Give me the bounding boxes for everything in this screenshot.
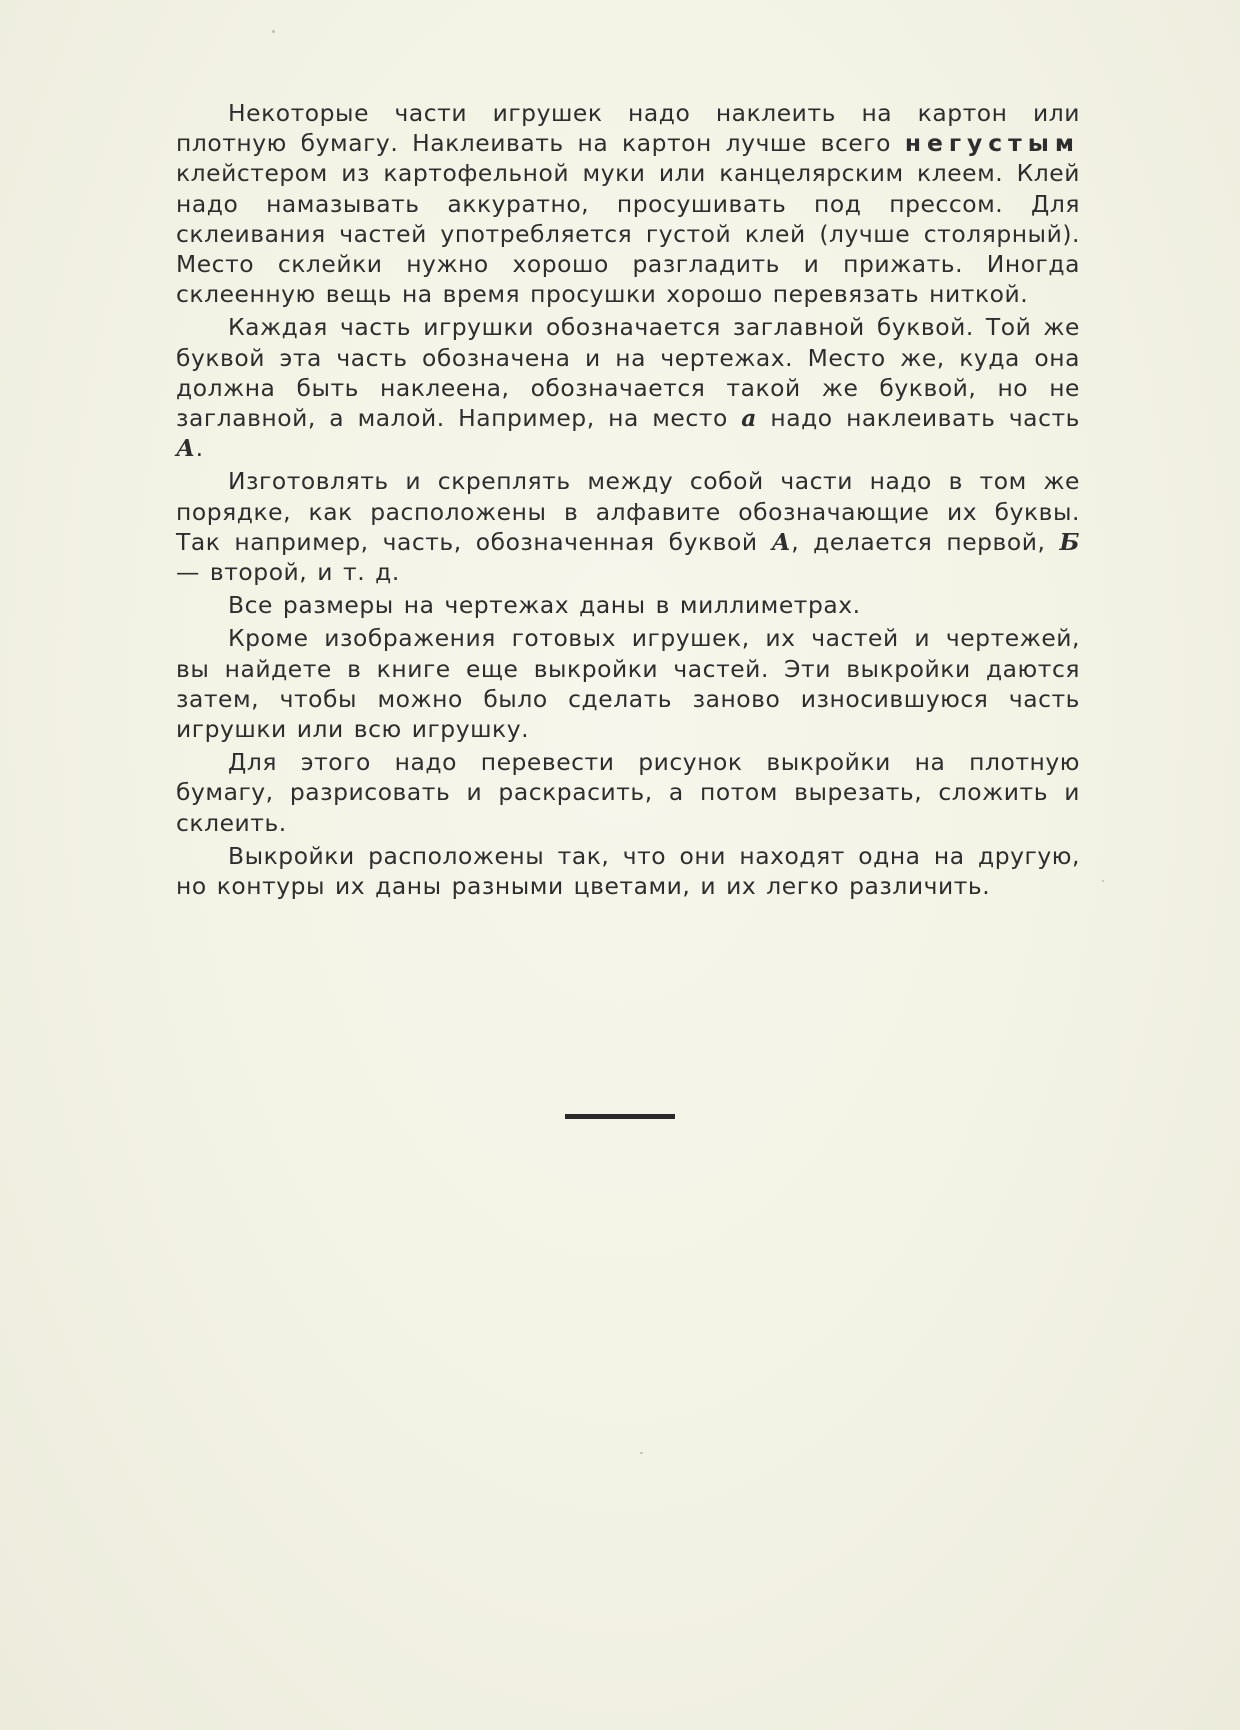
paper-speck: [1102, 880, 1104, 882]
text-run: Кроме изображения готовых игрушек, их частей и чертежей, вы найдете в книге еще выкройки частей. Эти выкройки даются затем, чтобы можно было сделать заново износившуюся часть игрушки или всю игрушку.: [176, 624, 1080, 744]
emphasized-word: негустым: [904, 129, 1080, 158]
paragraph: [176, 747, 1080, 838]
text-run: .: [195, 434, 204, 463]
paper-speck: [640, 1452, 643, 1454]
text-run: Для этого надо перевести рисунок выкройки на плотную бумагу, разрисовать и раскрасить, а потом вырезать, сложить и склеить.: [176, 748, 1080, 837]
paragraph: [176, 841, 1080, 901]
paragraph: [176, 312, 1080, 463]
text-run: надо наклеивать часть: [756, 404, 1080, 433]
text-run: клейстером из картофельной муки или канцелярским клеем. Клей надо намазывать аккуратно, просушивать под прессом. Для склеивания частей употребляется густой клей (лучше столярный). Место склейки нужно хорошо разгладить и прижать. Иногда склеенную вещь на время просушки хорошо перевязать ниткой.: [176, 159, 1080, 309]
text-run: Каждая часть игрушки обозначается заглавной буквой. Той же буквой эта часть обозначена и на чертежах. Место же, куда она должна быть наклеена, обозначается такой же буквой, но не заглавной, а малой. Например, на место: [176, 313, 1080, 433]
letter-reference: Б: [1059, 527, 1080, 556]
text-run: Выкройки расположены так, что они находят одна на другую, но контуры их даны разными цветами, и их легко различить.: [176, 841, 1080, 901]
end-divider: [565, 1114, 675, 1119]
text-run: Изготовлять и скреплять между собой части надо в том же порядке, как расположены в алфавите обозначающие их буквы. Так например, часть, обозначенная буквой: [176, 467, 1080, 556]
paper-speck: [272, 30, 275, 33]
paragraph: [176, 623, 1080, 744]
paragraph: [176, 98, 1080, 309]
text-run: Некоторые части игрушек надо наклеить на картон или плотную бумагу. Наклеивать на картон лучше всего: [176, 99, 1080, 158]
text-run: Все размеры на чертежах даны в миллиметрах.: [228, 591, 861, 620]
text-run: — второй, и т. д.: [176, 558, 400, 587]
paragraph: [176, 590, 1080, 620]
body-text: [176, 98, 1080, 904]
text-run: , делается первой,: [791, 527, 1060, 556]
letter-reference: А: [771, 527, 792, 556]
letter-reference: а: [741, 404, 757, 433]
paragraph: [176, 466, 1080, 587]
letter-reference: А: [176, 434, 196, 463]
